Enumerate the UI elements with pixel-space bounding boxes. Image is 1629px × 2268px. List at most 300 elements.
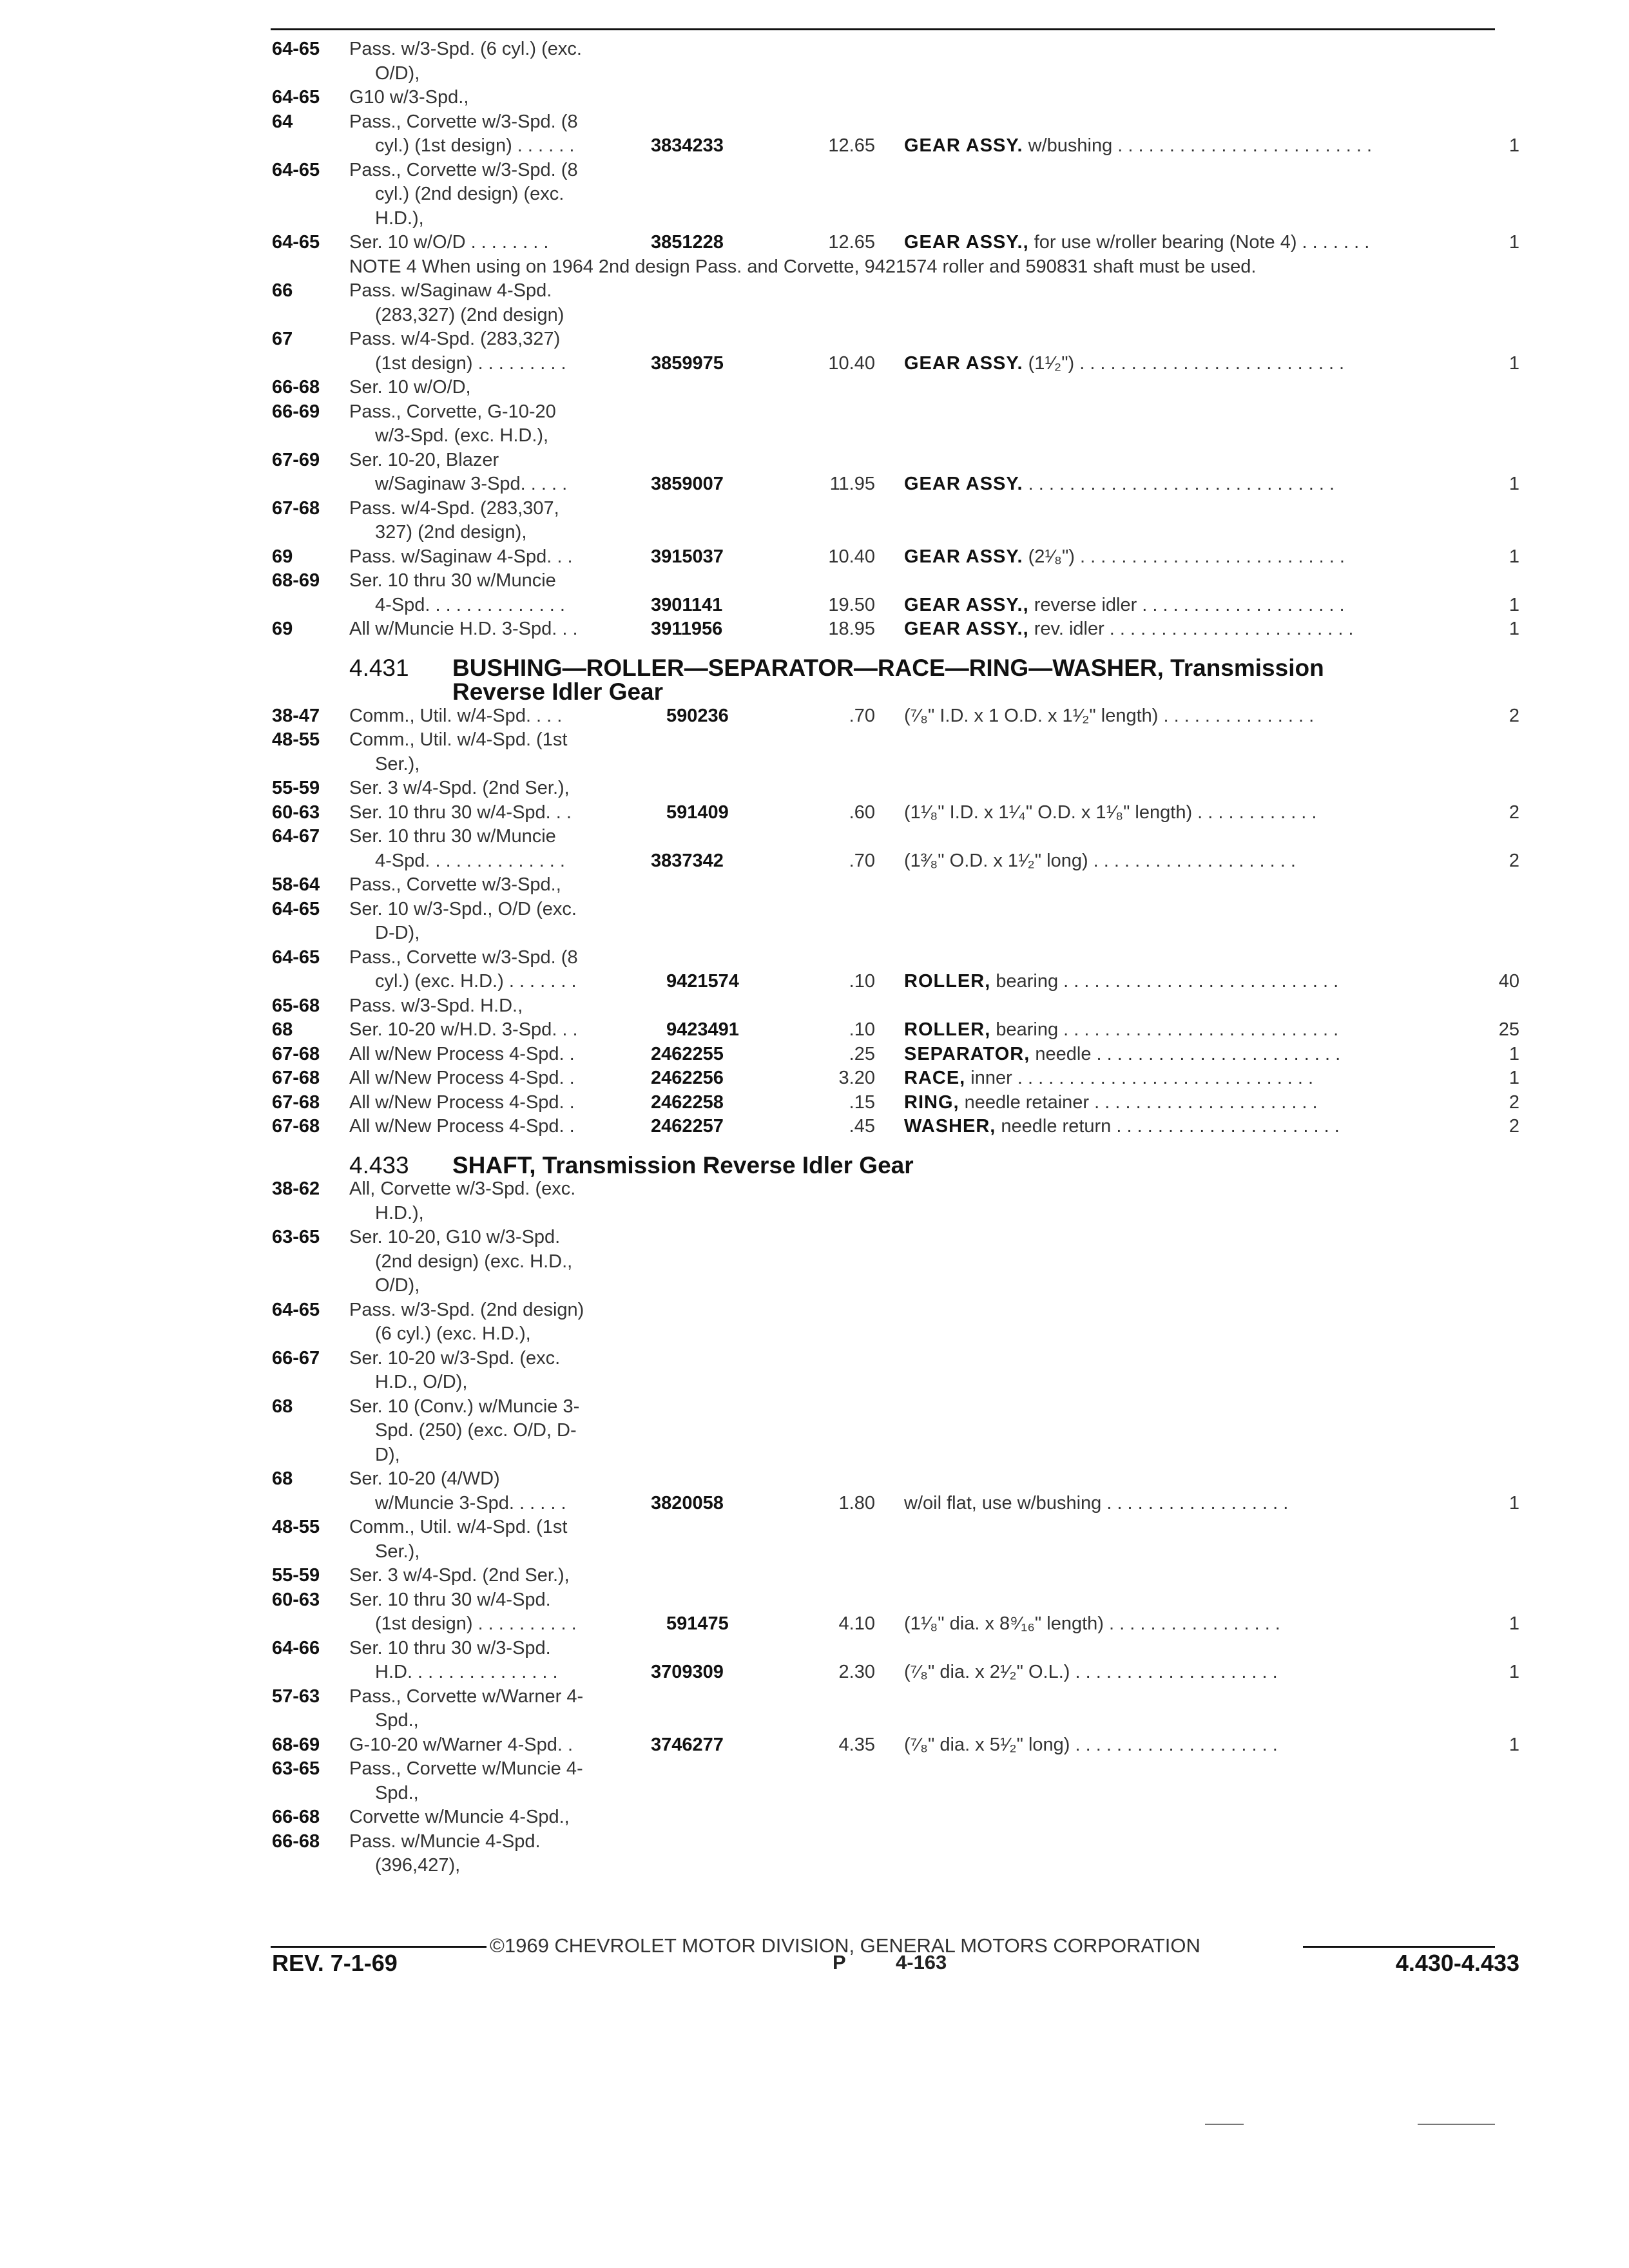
part-name: GEAR ASSY.	[904, 546, 1023, 567]
model-years: 64-65	[272, 159, 320, 180]
part-number: 2462257	[651, 1116, 724, 1137]
list-price: .70	[849, 850, 875, 871]
part-name: GEAR ASSY.	[904, 352, 1023, 374]
table-row	[0, 1492, 1629, 1516]
part-number: 2462258	[651, 1091, 724, 1113]
table-row	[0, 1347, 1629, 1371]
model-years: 66	[272, 280, 293, 301]
application-text: Pass., Corvette w/3-Spd. (8	[349, 111, 578, 132]
quantity: 1	[1509, 1662, 1519, 1682]
part-name: GEAR ASSY.	[904, 474, 1023, 494]
part-name: GEAR ASSY.,	[904, 232, 1029, 253]
part-description	[904, 1066, 1313, 1091]
table-row	[0, 1660, 1629, 1685]
model-years: 68	[272, 1396, 293, 1417]
quantity: 2	[1509, 705, 1519, 726]
quantity: 1	[1509, 352, 1519, 374]
table-row	[0, 37, 1629, 62]
application-text: H.D. . . . . . . . . . . . . . .	[375, 1662, 558, 1682]
description-text: rev. idler . . . . . . . . . . . . . . . . . . . . . . . .	[1028, 619, 1354, 639]
model-years: 55-59	[272, 778, 320, 798]
application-text: Spd.,	[375, 1782, 419, 1803]
model-years: 63-65	[272, 1227, 320, 1247]
model-years: 68-69	[272, 1734, 320, 1755]
description-text: reverse idler . . . . . . . . . . . . . . . . . . . .	[1028, 594, 1345, 615]
application-text: 4-Spd. . . . . . . . . . . . . .	[375, 594, 565, 615]
part-description	[904, 704, 1314, 729]
part-description	[904, 1115, 1340, 1139]
quantity: 1	[1509, 594, 1519, 615]
application-text: Pass. w/Muncie 4-Spd.	[349, 1831, 541, 1852]
table-row	[0, 1018, 1629, 1043]
part-name: RING,	[904, 1091, 959, 1113]
table-row	[0, 86, 1629, 110]
table-row	[0, 1757, 1629, 1782]
model-years: 57-63	[272, 1686, 320, 1707]
application-text: (6 cyl.) (exc. H.D.),	[375, 1323, 531, 1344]
table-row	[0, 1419, 1629, 1443]
table-row	[0, 776, 1629, 801]
table-row	[0, 1202, 1629, 1226]
list-price: 11.95	[829, 474, 875, 494]
table-row	[0, 1274, 1629, 1298]
application-text: (283,327) (2nd design)	[375, 304, 564, 325]
model-years: 68	[272, 1019, 293, 1040]
table-row	[0, 994, 1629, 1019]
model-years: 67-68	[272, 1068, 320, 1088]
quantity: 1	[1509, 619, 1519, 639]
list-price: .25	[849, 1043, 875, 1064]
model-years: 67-68	[272, 497, 320, 519]
quantity: 25	[1498, 1019, 1519, 1040]
model-years: 58-64	[272, 874, 320, 895]
note-row	[0, 255, 1629, 280]
model-years: 64-67	[272, 826, 320, 847]
application-text: O/D),	[375, 62, 420, 84]
quantity: 2	[1509, 1091, 1519, 1113]
model-years: 63-65	[272, 1758, 320, 1779]
table-row	[0, 704, 1629, 729]
part-number: 2462255	[651, 1043, 724, 1064]
application-text: Pass. w/Saginaw 4-Spd. . .	[349, 546, 573, 567]
model-years: 67-68	[272, 1043, 320, 1064]
list-price: 19.50	[828, 594, 875, 615]
part-number: 3837342	[651, 850, 724, 871]
application-text: Ser. 10 w/3-Spd., O/D (exc.	[349, 898, 577, 919]
part-number: 9421574	[666, 971, 739, 992]
application-text: Spd. (250) (exc. O/D, D-	[375, 1420, 577, 1441]
section-title: BUSHING—ROLLER—SEPARATOR—RACE—RING—WASHER, Transmission	[452, 654, 1324, 681]
table-row	[0, 1115, 1629, 1139]
table-row	[0, 617, 1629, 642]
model-years: 64-65	[272, 1299, 320, 1320]
application-text: Spd.,	[375, 1710, 419, 1731]
application-text: Ser. 10 thru 30 w/3-Spd.	[349, 1637, 551, 1658]
application-text: Pass., Corvette w/3-Spd.,	[349, 874, 561, 895]
quantity: 40	[1498, 971, 1519, 992]
description-text: for use w/roller bearing (Note 4) . . . . . . .	[1028, 232, 1370, 253]
part-description	[904, 849, 1296, 874]
application-text: Ser. 10 w/O/D,	[349, 377, 471, 398]
table-row	[0, 898, 1629, 922]
model-years: 64-65	[272, 87, 320, 108]
part-description	[904, 1733, 1278, 1758]
part-number: 3746277	[651, 1734, 724, 1755]
model-years: 64-65	[272, 39, 320, 59]
application-text: Ser. 10 w/O/D . . . . . . . .	[349, 232, 549, 253]
table-row	[0, 231, 1629, 255]
footer-rule-left	[271, 1946, 487, 1948]
part-description	[904, 1492, 1288, 1516]
part-number: 3851228	[651, 232, 724, 253]
part-description	[904, 134, 1372, 159]
table-row	[0, 1066, 1629, 1091]
application-text: Pass., Corvette w/3-Spd. (8	[349, 159, 578, 180]
model-years: 68-69	[272, 570, 320, 591]
model-years: 55-59	[272, 1565, 320, 1586]
table-row	[0, 424, 1629, 448]
list-price: 4.10	[838, 1613, 875, 1634]
list-price: .45	[849, 1116, 875, 1137]
part-description	[904, 545, 1345, 570]
page-number: 4-163	[896, 1951, 947, 1974]
part-description	[904, 1018, 1338, 1043]
list-price: 2.30	[838, 1662, 875, 1682]
application-text: Ser. 10-20 (4/WD)	[349, 1468, 500, 1489]
model-years: 64	[272, 111, 293, 132]
section-ref-range: 4.430-4.433	[1395, 1950, 1519, 1976]
description-text: . . . . . . . . . . . . . . . . . . . . . . . . . . . . . .	[1023, 474, 1335, 494]
table-row	[0, 327, 1629, 352]
section-title: SHAFT, Transmission Reverse Idler Gear	[452, 1151, 914, 1178]
model-years: 38-62	[272, 1178, 320, 1199]
application-text: H.D.),	[375, 207, 424, 229]
application-text: G-10-20 w/Warner 4-Spd. .	[349, 1734, 574, 1755]
description-text: (2¹⁄₈") . . . . . . . . . . . . . . . . . . . . . . . . . .	[1023, 546, 1345, 567]
quantity: 2	[1509, 802, 1519, 823]
application-text: cyl.) (1st design) . . . . . .	[375, 135, 575, 156]
quantity: 1	[1509, 232, 1519, 253]
quantity: 1	[1509, 1068, 1519, 1088]
application-text: All w/New Process 4-Spd. .	[349, 1116, 575, 1137]
description-text: needle retainer . . . . . . . . . . . . . . . . . . . . . .	[959, 1091, 1318, 1113]
list-price: 4.35	[838, 1734, 875, 1755]
section-spacer	[0, 642, 1629, 656]
description-text: (1¹⁄₈" I.D. x 1¹⁄₄" O.D. x 1¹⁄₈" length) . . . . . . . . . . . .	[904, 802, 1317, 823]
table-row	[0, 1395, 1629, 1419]
table-row	[0, 159, 1629, 183]
description-text: w/oil flat, use w/bushing . . . . . . . . . . . . . . . . . .	[904, 1492, 1289, 1514]
table-row	[0, 1709, 1629, 1733]
part-name: ROLLER,	[904, 971, 991, 992]
application-text: Pass., Corvette, G-10-20	[349, 401, 556, 422]
part-number: 3859975	[651, 352, 724, 374]
description-text: (⁷⁄₈" I.D. x 1 O.D. x 1¹⁄₂" length) . . . . . . . . . . . . . . .	[904, 705, 1315, 726]
part-number: 3709309	[651, 1662, 724, 1682]
model-years: 66-68	[272, 377, 320, 398]
model-years: 66-67	[272, 1347, 320, 1369]
part-number: 3834233	[651, 135, 724, 156]
application-text: 4-Spd. . . . . . . . . . . . . .	[375, 850, 565, 871]
application-text: H.D.),	[375, 1202, 424, 1224]
table-row	[0, 376, 1629, 400]
description-text: (1¹⁄₂") . . . . . . . . . . . . . . . . . . . . . . . . . .	[1023, 352, 1345, 374]
part-description	[904, 1612, 1280, 1637]
part-description	[904, 970, 1338, 994]
application-text: Ser. 10 thru 30 w/4-Spd.	[349, 1589, 551, 1610]
quantity: 2	[1509, 1116, 1519, 1137]
part-description	[904, 1043, 1340, 1067]
table-row	[0, 825, 1629, 849]
part-number: 3915037	[651, 546, 724, 567]
description-text: inner . . . . . . . . . . . . . . . . . . . . . . . . . . . . .	[965, 1068, 1314, 1088]
description-text: bearing . . . . . . . . . . . . . . . . . . . . . . . . . . .	[990, 971, 1339, 992]
application-text: Ser.),	[375, 1541, 420, 1562]
table-row	[0, 207, 1629, 231]
application-text: Pass. w/3-Spd. H.D.,	[349, 995, 523, 1016]
list-price: 12.65	[828, 135, 875, 156]
list-price: 1.80	[838, 1492, 875, 1514]
application-text: All, Corvette w/3-Spd. (exc.	[349, 1178, 576, 1199]
list-price: .10	[849, 1019, 875, 1040]
application-text: Pass. w/Saginaw 4-Spd.	[349, 280, 552, 301]
table-row	[0, 1685, 1629, 1709]
part-description	[904, 1660, 1278, 1685]
model-years: 67-68	[272, 1091, 320, 1113]
quantity: 1	[1509, 1492, 1519, 1514]
model-years: 64-65	[272, 947, 320, 968]
part-description	[904, 352, 1344, 376]
list-price: 18.95	[828, 619, 875, 639]
quantity: 1	[1509, 1613, 1519, 1634]
table-row	[0, 1733, 1629, 1758]
table-row	[0, 497, 1629, 521]
model-years: 64-65	[272, 898, 320, 919]
application-text: Comm., Util. w/4-Spd. (1st	[349, 1517, 568, 1537]
table-row	[0, 569, 1629, 593]
description-text: (1³⁄₈" O.D. x 1¹⁄₂" long) . . . . . . . . . . . . . . . . . . . .	[904, 850, 1296, 871]
model-years: 48-55	[272, 729, 320, 750]
application-text: Corvette w/Muncie 4-Spd.,	[349, 1807, 570, 1827]
table-row	[0, 1540, 1629, 1564]
application-text: (396,427),	[375, 1855, 461, 1876]
application-text: 327) (2nd design),	[375, 522, 527, 543]
model-years: 65-68	[272, 995, 320, 1016]
scan-mark	[1205, 2124, 1244, 2125]
section-spacer	[0, 1139, 1629, 1153]
table-row	[0, 182, 1629, 207]
table-row	[0, 1854, 1629, 1878]
application-text: cyl.) (exc. H.D.) . . . . . . .	[375, 971, 577, 992]
list-price: .10	[849, 971, 875, 992]
model-years: 67	[272, 329, 293, 349]
part-name: GEAR ASSY.,	[904, 619, 1029, 639]
part-name: ROLLER,	[904, 1019, 991, 1040]
model-years: 60-63	[272, 802, 320, 823]
revision-date: REV. 7-1-69	[272, 1950, 398, 1976]
application-text: D),	[375, 1444, 400, 1465]
table-row	[0, 801, 1629, 825]
application-text: Comm., Util. w/4-Spd. (1st	[349, 729, 568, 750]
table-row	[0, 1043, 1629, 1067]
table-row	[0, 400, 1629, 425]
application-text: Comm., Util. w/4-Spd. . . .	[349, 705, 563, 726]
section-number: 4.431	[349, 654, 409, 681]
top-rule	[271, 28, 1495, 30]
application-text: Pass., Corvette w/Muncie 4-	[349, 1758, 583, 1779]
part-number: 591475	[666, 1613, 729, 1634]
application-text: w/Saginaw 3-Spd. . . . .	[375, 474, 568, 494]
model-years: 66-69	[272, 401, 320, 422]
part-number: 3911956	[651, 619, 723, 639]
model-years: 64-66	[272, 1637, 320, 1658]
table-row	[0, 1250, 1629, 1274]
table-row	[0, 1298, 1629, 1323]
scan-mark	[1418, 2124, 1495, 2125]
model-years: 48-55	[272, 1517, 320, 1537]
model-years: 67-69	[272, 449, 320, 470]
quantity: 1	[1509, 135, 1519, 156]
description-text: (⁷⁄₈" dia. x 2¹⁄₂" O.L.) . . . . . . . . . . . . . . . . . . . .	[904, 1662, 1278, 1682]
footer-copyright: ©1969 CHEVROLET MOTOR DIVISION, GENERAL MOTORS CORPORATION	[490, 1934, 1200, 1957]
application-text: G10 w/3-Spd.,	[349, 87, 469, 108]
parts-listing	[0, 37, 1629, 1878]
model-years: 68	[272, 1468, 293, 1489]
part-number: 591409	[666, 802, 729, 823]
application-text: Ser. 10 thru 30 w/4-Spd. . .	[349, 802, 572, 823]
description-text: needle . . . . . . . . . . . . . . . . . . . . . . . .	[1030, 1043, 1341, 1064]
part-name: SEPARATOR,	[904, 1043, 1030, 1064]
table-row	[0, 448, 1629, 473]
application-text: cyl.) (2nd design) (exc.	[375, 184, 564, 204]
section-number: 4.433	[349, 1151, 409, 1178]
description-text: bearing . . . . . . . . . . . . . . . . . . . . . . . . . . .	[990, 1019, 1339, 1040]
part-description	[904, 472, 1335, 497]
model-years: 66-68	[272, 1831, 320, 1852]
application-text: D-D),	[375, 923, 420, 943]
table-row	[0, 134, 1629, 159]
application-text: (2nd design) (exc. H.D.,	[375, 1251, 573, 1272]
list-price: 3.20	[838, 1068, 875, 1088]
application-text: w/Muncie 3-Spd. . . . . .	[375, 1492, 566, 1514]
table-row	[0, 1225, 1629, 1250]
part-name: GEAR ASSY.	[904, 135, 1023, 156]
model-years: 67-68	[272, 1116, 320, 1137]
table-row	[0, 753, 1629, 777]
table-row	[0, 352, 1629, 376]
table-row	[0, 1830, 1629, 1854]
part-description	[904, 593, 1345, 618]
list-price: 10.40	[828, 352, 875, 374]
table-row	[0, 1564, 1629, 1588]
section-title: Reverse Idler Gear	[452, 678, 664, 705]
table-row	[0, 1322, 1629, 1347]
part-description	[904, 801, 1316, 825]
application-text: Ser.),	[375, 753, 420, 774]
application-text: Pass., Corvette w/Warner 4-	[349, 1686, 584, 1707]
section-heading	[0, 656, 1629, 680]
application-text: Ser. 10-20 w/H.D. 3-Spd. . .	[349, 1019, 578, 1040]
application-text: Ser. 10 (Conv.) w/Muncie 3-	[349, 1396, 580, 1417]
footer-rule-right	[1303, 1946, 1495, 1948]
application-text: w/3-Spd. (exc. H.D.),	[375, 425, 549, 446]
quantity: 1	[1509, 1734, 1519, 1755]
application-text: All w/New Process 4-Spd. .	[349, 1043, 575, 1064]
table-row	[0, 279, 1629, 303]
description-text: (1¹⁄₈" dia. x 8⁹⁄₁₆" length) . . . . . . . . . . . . . . . . .	[904, 1613, 1280, 1634]
table-row	[0, 62, 1629, 86]
description-text: (⁷⁄₈" dia. x 5¹⁄₂" long) . . . . . . . . . . . . . . . . . . . .	[904, 1734, 1278, 1755]
part-number: 3901141	[651, 594, 723, 615]
table-row	[0, 1612, 1629, 1637]
application-text: Pass. w/4-Spd. (283,327)	[349, 329, 561, 349]
section-heading	[0, 1153, 1629, 1178]
application-text: All w/New Process 4-Spd. .	[349, 1068, 575, 1088]
part-name: WASHER,	[904, 1116, 996, 1137]
table-row	[0, 1177, 1629, 1202]
table-row	[0, 849, 1629, 874]
application-text: (1st design) . . . . . . . . .	[375, 352, 566, 374]
part-description	[904, 1091, 1318, 1115]
table-row	[0, 1443, 1629, 1468]
table-row	[0, 921, 1629, 946]
application-text: Ser. 10-20, Blazer	[349, 449, 499, 470]
model-years: 60-63	[272, 1589, 320, 1610]
application-text: O/D),	[375, 1275, 420, 1296]
table-row	[0, 946, 1629, 970]
list-price: 10.40	[828, 546, 875, 567]
table-row	[0, 1515, 1629, 1540]
application-text: Pass. w/4-Spd. (283,307,	[349, 497, 559, 519]
application-text: H.D., O/D),	[375, 1372, 468, 1392]
section-heading-continued	[0, 680, 1629, 704]
table-row	[0, 521, 1629, 545]
quantity: 2	[1509, 850, 1519, 871]
table-row	[0, 545, 1629, 570]
table-row	[0, 873, 1629, 898]
part-number: 2462256	[651, 1068, 724, 1088]
quantity: 1	[1509, 546, 1519, 567]
table-row	[0, 728, 1629, 753]
table-row	[0, 1588, 1629, 1613]
model-years: 38-47	[272, 705, 320, 726]
quantity: 1	[1509, 1043, 1519, 1064]
application-text: Pass., Corvette w/3-Spd. (8	[349, 947, 578, 968]
description-text: needle return . . . . . . . . . . . . . . . . . . . . . .	[996, 1116, 1340, 1137]
model-years: 64-65	[272, 232, 320, 253]
table-row	[0, 1637, 1629, 1661]
application-text: Ser. 3 w/4-Spd. (2nd Ser.),	[349, 1565, 570, 1586]
table-row	[0, 1091, 1629, 1115]
part-name: RACE,	[904, 1068, 966, 1088]
table-row	[0, 1782, 1629, 1806]
list-price: .70	[849, 705, 875, 726]
table-row	[0, 1370, 1629, 1395]
part-description	[904, 231, 1369, 255]
application-text: Pass. w/3-Spd. (2nd design)	[349, 1299, 584, 1320]
table-row	[0, 303, 1629, 328]
application-text: All w/New Process 4-Spd. .	[349, 1091, 575, 1113]
model-years: 69	[272, 546, 293, 567]
part-number: 9423491	[666, 1019, 739, 1040]
table-row	[0, 970, 1629, 994]
application-text: All w/Muncie H.D. 3-Spd. . .	[349, 619, 578, 639]
description-text: w/bushing . . . . . . . . . . . . . . . . . . . . . . . . .	[1023, 135, 1373, 156]
table-row	[0, 472, 1629, 497]
application-text: Pass. w/3-Spd. (6 cyl.) (exc.	[349, 39, 582, 59]
quantity: 1	[1509, 474, 1519, 494]
list-price: .15	[849, 1091, 875, 1113]
